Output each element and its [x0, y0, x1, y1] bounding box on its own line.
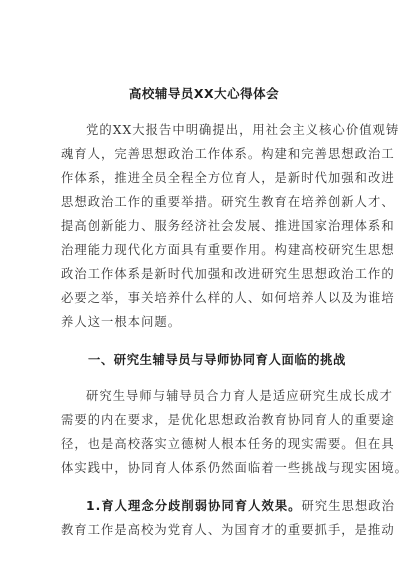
point-1-line: 教育工作是高校为党育人、为国育才的重要抓手，是推动	[61, 523, 395, 537]
intro-line: 作体系，推进全员全程全方位育人，是新时代加强和改进	[61, 171, 395, 185]
point-1-rest: 研究生思想政治	[301, 499, 395, 513]
intro-line: 魂育人，完善思想政治工作体系。构建和完善思想政治工	[61, 147, 395, 161]
intro-line: 必要之举，事关培养什么样的人、如何培养人以及为谁培	[61, 291, 395, 305]
intro-line: 政治工作体系是新时代加强和改进研究生思想政治工作的	[61, 267, 395, 281]
document-title: 高校辅导员XX大心得体会	[128, 86, 280, 101]
point-1-line	[86, 498, 395, 514]
point-1-lead: 1.育人理念分歧削弱协同育人效果。	[86, 499, 302, 513]
section-line: 需要的内在要求，是优化思想政治教育协同育人的重要途	[61, 413, 395, 427]
intro-line: 治理能力现代化方面具有重要作用。构建高校研究生思想	[61, 243, 395, 257]
intro-line: 党的XX大报告中明确提出，用社会主义核心价值观铸	[86, 123, 400, 137]
intro-line: 思想政治工作的重要举措。研究生教育在培养创新人才、	[61, 195, 395, 209]
section-line: 体实践中，协同育人体系仍然面临着一些挑战与现实困境。	[61, 461, 408, 475]
intro-line: 提高创新能力、服务经济社会发展、推进国家治理体系和	[61, 219, 395, 233]
section-line: 径，也是高校落实立德树人根本任务的现实需要。但在具	[61, 437, 395, 451]
intro-line: 养人这一根本问题。	[61, 315, 182, 329]
section-heading: 一、研究生辅导员与导师协同育人面临的挑战	[88, 353, 346, 367]
section-line: 研究生导师与辅导员合力育人是适应研究生成长成才	[86, 389, 393, 403]
